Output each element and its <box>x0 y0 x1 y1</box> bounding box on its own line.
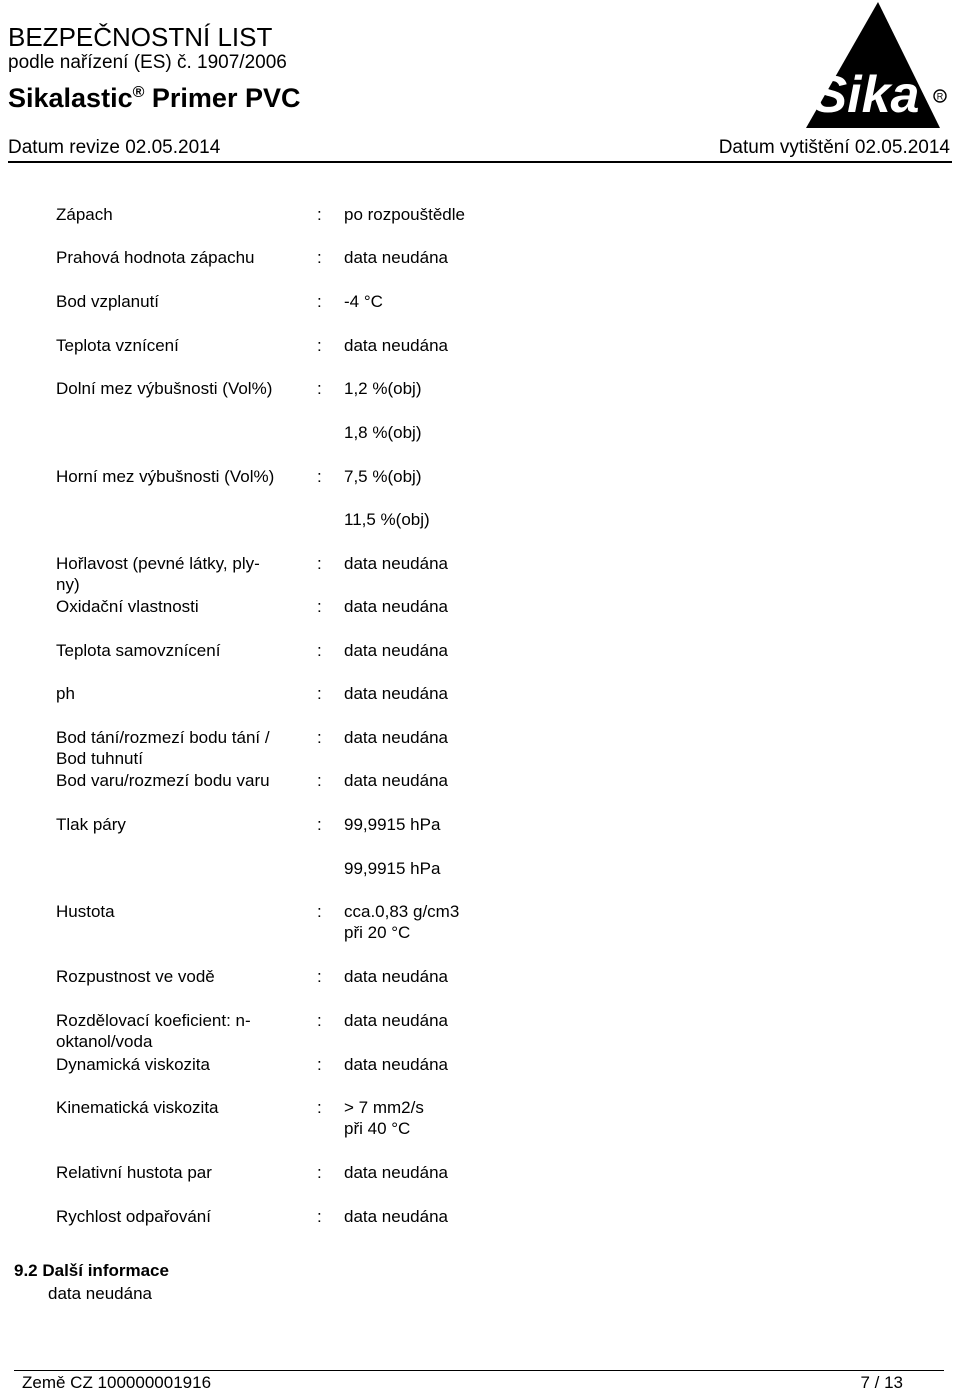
property-colon: : <box>317 205 322 224</box>
property-value <box>344 291 383 312</box>
property-colon: : <box>317 728 322 747</box>
property-label: Relativní hustota par <box>56 1163 212 1182</box>
property-colon: : <box>317 248 322 267</box>
property-value <box>344 1010 448 1031</box>
section-heading: 9.2 Další informace <box>14 1261 169 1280</box>
property-label: Kinematická viskozita <box>56 1098 219 1117</box>
property-value <box>344 422 421 443</box>
property-label <box>56 727 301 769</box>
property-value <box>344 247 448 268</box>
section-body: data neudána <box>48 1284 152 1303</box>
property-colon: : <box>317 1055 322 1074</box>
property-value-line: 1,2 %(obj) <box>344 379 422 398</box>
property-colon: : <box>317 771 322 790</box>
property-value-line: cca.0,83 g/cm3 <box>344 902 460 921</box>
property-colon: : <box>317 967 322 986</box>
property-label: Prahová hodnota zápachu <box>56 248 255 267</box>
property-value <box>344 1206 448 1227</box>
property-value-line: data neudána <box>344 684 448 703</box>
header-divider <box>8 161 952 163</box>
property-value-line: 99,9915 hPa <box>344 859 441 878</box>
property-colon: : <box>317 467 322 486</box>
property-value-line: > 7 mm2/s <box>344 1098 424 1117</box>
svg-text:R: R <box>936 91 944 102</box>
property-value-line: po rozpouštědle <box>344 205 465 224</box>
property-colon: : <box>317 1098 322 1117</box>
property-label-line: Bod tání/rozmezí bodu tání / <box>56 728 270 747</box>
property-value-line: 11,5 %(obj) <box>344 510 430 529</box>
property-colon: : <box>317 554 322 573</box>
property-label: Dolní mez výbušnosti (Vol%) <box>56 379 273 398</box>
registered-mark: ® <box>132 84 145 101</box>
property-colon: : <box>317 1207 322 1226</box>
print-date: Datum vytištění 02.05.2014 <box>718 137 950 158</box>
property-value-line: data neudána <box>344 554 448 573</box>
property-label: Tlak páry <box>56 815 126 834</box>
property-value-line: data neudána <box>344 967 448 986</box>
property-label: Bod varu/rozmezí bodu varu <box>56 771 270 790</box>
property-value-line: data neudána <box>344 1163 448 1182</box>
footer-country-id: Země CZ 100000001916 <box>22 1373 212 1392</box>
property-label <box>56 1010 301 1052</box>
property-colon: : <box>317 815 322 834</box>
property-colon: : <box>317 336 322 355</box>
product-name <box>8 77 300 114</box>
sika-logo <box>800 0 950 130</box>
property-colon: : <box>317 597 322 616</box>
property-value-line: data neudána <box>344 597 448 616</box>
property-value-line: 7,5 %(obj) <box>344 467 422 486</box>
property-value <box>344 1054 448 1075</box>
property-value <box>344 770 448 791</box>
property-value <box>344 1162 448 1183</box>
property-label-line: Hořlavost (pevné látky, ply- <box>56 554 260 573</box>
property-label: ph <box>56 684 75 703</box>
property-label: Teplota vznícení <box>56 336 179 355</box>
property-value-line: data neudána <box>344 728 448 747</box>
footer-divider <box>14 1370 944 1371</box>
property-value-line: data neudána <box>344 1207 448 1226</box>
property-value <box>344 901 459 943</box>
property-value-line: -4 °C <box>344 292 383 311</box>
property-value-line: data neudána <box>344 641 448 660</box>
property-label-line: Rozdělovací koeficient: n- <box>56 1011 251 1030</box>
property-value <box>344 466 421 487</box>
document-title: BEZPEČNOSTNÍ LIST <box>8 22 273 52</box>
property-colon: : <box>317 292 322 311</box>
property-value <box>344 858 440 879</box>
product-name-text: Sikalastic <box>8 83 133 113</box>
property-value <box>344 640 448 661</box>
property-colon: : <box>317 1163 322 1182</box>
regulation-reference: podle nařízení (ES) č. 1907/2006 <box>8 52 287 73</box>
property-label: Bod vzplanutí <box>56 292 160 311</box>
property-value-line: při 40 °C <box>344 1119 411 1138</box>
product-name-suffix: Primer PVC <box>151 83 301 113</box>
property-label: Horní mez výbušnosti (Vol%) <box>56 467 275 486</box>
property-value <box>344 553 448 574</box>
property-value-line: data neudána <box>344 771 448 790</box>
property-label: Zápach <box>56 205 113 224</box>
property-label-line: oktanol/voda <box>56 1032 153 1051</box>
property-label <box>56 553 301 595</box>
property-label: Rozpustnost ve vodě <box>56 967 215 986</box>
property-colon: : <box>317 902 322 921</box>
property-label-line: ny) <box>56 575 80 594</box>
property-value-line: 1,8 %(obj) <box>344 423 422 442</box>
property-colon: : <box>317 684 322 703</box>
property-value <box>344 814 440 835</box>
logo-wordmark: Sika <box>812 66 920 124</box>
property-value <box>344 335 448 356</box>
property-label-line: Bod tuhnutí <box>56 749 143 768</box>
property-value <box>344 378 421 399</box>
property-value <box>344 683 448 704</box>
revision-date: Datum revize 02.05.2014 <box>8 137 221 158</box>
property-label: Dynamická viskozita <box>56 1055 210 1074</box>
property-value-line: 99,9915 hPa <box>344 815 441 834</box>
property-value <box>344 1097 424 1139</box>
property-value-line: data neudána <box>344 248 448 267</box>
property-value <box>344 966 448 987</box>
property-value <box>344 727 448 748</box>
property-value <box>344 509 430 530</box>
property-value-line: při 20 °C <box>344 923 411 942</box>
property-label: Teplota samovznícení <box>56 641 221 660</box>
property-value <box>344 204 465 225</box>
property-colon: : <box>317 1011 322 1030</box>
page-number: 7 / 13 <box>860 1373 903 1392</box>
property-value-line: data neudána <box>344 1011 448 1030</box>
property-value-line: data neudána <box>344 336 448 355</box>
property-colon: : <box>317 641 322 660</box>
property-value <box>344 596 448 617</box>
property-colon: : <box>317 379 322 398</box>
property-label: Oxidační vlastnosti <box>56 597 199 616</box>
property-value-line: data neudána <box>344 1055 448 1074</box>
property-label: Rychlost odpařování <box>56 1207 211 1226</box>
property-label: Hustota <box>56 902 115 921</box>
